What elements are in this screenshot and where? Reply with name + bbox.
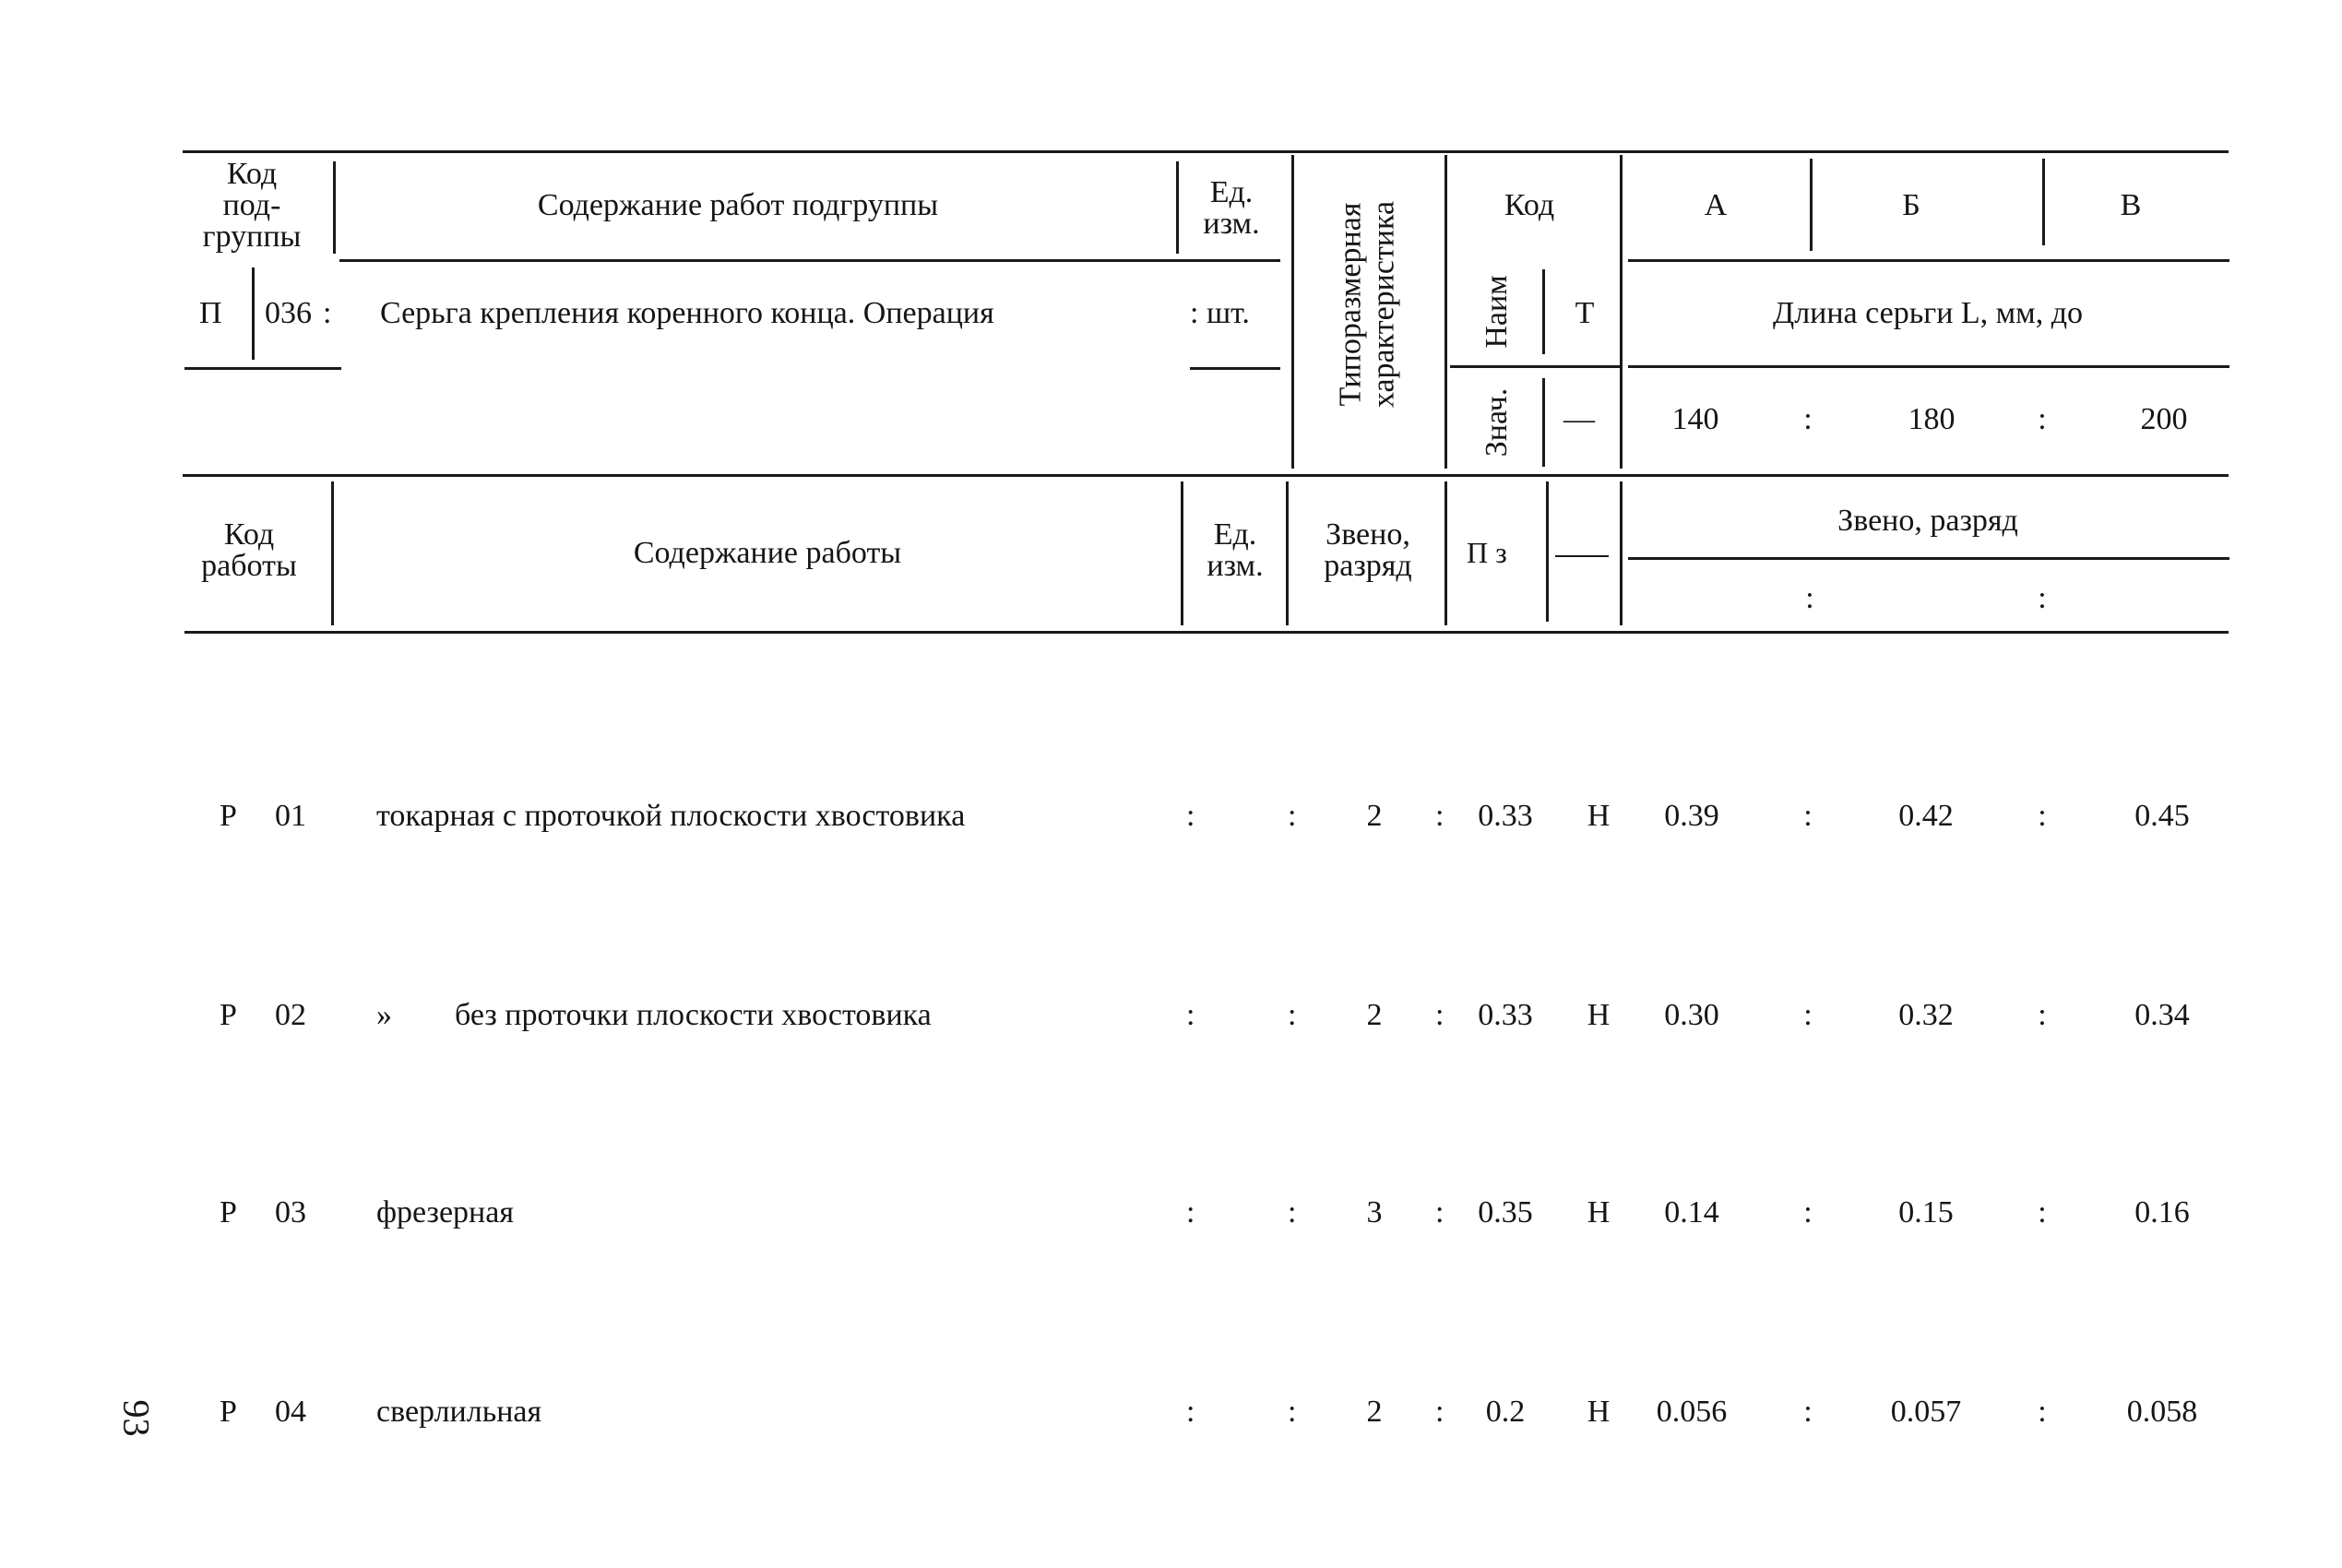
row-code: 01 [275, 799, 306, 833]
rule-bottom [184, 631, 2229, 634]
rule-kod-mid [1450, 365, 1622, 368]
row-pz: 0.33 [1478, 998, 1533, 1032]
row-value-a: 0.30 [1664, 998, 1719, 1032]
val-v: 200 [2140, 402, 2188, 436]
row-value-a: 0.056 [1656, 1395, 1728, 1429]
row-colon-bv: : [2038, 799, 2047, 833]
row-code: 04 [275, 1395, 306, 1429]
vrule-ed-izm [1176, 161, 1179, 254]
soderzhanie-raboty-label: Содержание работы [633, 536, 902, 570]
row-description: токарная с проточкой плоскости хвостовика [376, 799, 966, 833]
naim-label: Наим [1480, 275, 1514, 349]
zveno-razryad-label: Звено, разряд [1324, 517, 1412, 583]
row-colon-bv: : [2038, 998, 2047, 1032]
col-v-label: В [2120, 188, 2142, 222]
vrule-p-code [252, 267, 255, 360]
row-colon-bv: : [2038, 1195, 2047, 1229]
vrule-b-v [2042, 159, 2045, 245]
row-colon-ab: : [1803, 1395, 1813, 1429]
row-zveno: 2 [1366, 998, 1383, 1032]
t-letter: Т [1575, 296, 1595, 330]
ed-izm2-label: Ед. изм. [1207, 517, 1264, 583]
row-colon-ab: : [1803, 998, 1813, 1032]
row-description: фрезерная [376, 1195, 514, 1229]
row-description: » без проточки плоскости хвостовика [376, 998, 932, 1032]
row-colon-zveno: : [1288, 1395, 1297, 1429]
row-colon-unit: : [1186, 1395, 1195, 1429]
vrule-a-b [1810, 159, 1813, 251]
vrule-kod-podgr [333, 161, 336, 254]
row-prefix: Р [220, 1195, 237, 1229]
row-value-v: 0.45 [2134, 799, 2190, 833]
vrule-kod-right [1620, 155, 1623, 469]
vrule-zveno-right [1444, 481, 1447, 625]
tiporazmernaya-label: Типоразмерная характеристика [1333, 200, 1400, 409]
row-n: Н [1587, 799, 1611, 833]
row-colon-pz: : [1435, 998, 1444, 1032]
row-value-b: 0.15 [1898, 1195, 1954, 1229]
dlina-label: Длина серьги L, мм, до [1773, 296, 2083, 330]
p-letter: П [199, 296, 222, 330]
row-prefix: Р [220, 1395, 237, 1429]
row-colon-ab: : [1803, 1195, 1813, 1229]
row-n: Н [1587, 1395, 1611, 1429]
col-a-label: А [1704, 188, 1728, 222]
pz-label: П з [1467, 536, 1507, 569]
vrule-tipo-right [1444, 155, 1447, 469]
row-value-a: 0.14 [1664, 1195, 1719, 1229]
row-value-b: 0.32 [1898, 998, 1954, 1032]
row-colon-bv: : [2038, 1395, 2047, 1429]
row-colon-unit: : [1186, 1195, 1195, 1229]
row-zveno: 2 [1366, 1395, 1383, 1429]
kod-raboty-label: Код работы [201, 517, 297, 583]
val-b: 180 [1908, 402, 1956, 436]
vrule-tipo-left [1291, 155, 1294, 469]
zveno-razryad2-label: Звено, разряд [1837, 504, 2018, 538]
row-description: сверлильная [376, 1395, 542, 1429]
rule-header-sub-right [1628, 259, 2229, 262]
rule-p-under [184, 367, 341, 370]
row-value-v: 0.34 [2134, 998, 2190, 1032]
subgroup-code: 036 [265, 296, 312, 330]
kod-label: Код [1504, 188, 1555, 222]
zveno-colon-2: : [2038, 581, 2047, 615]
vrule-ed-izm2-left [1181, 481, 1183, 625]
subgroup-colon: : [323, 296, 332, 330]
zveno-colon-1: : [1805, 581, 1814, 615]
vrule-naim-t [1542, 269, 1545, 354]
ed-izm-label: Ед. изм. [1203, 175, 1260, 241]
znach-label: Знач. [1480, 387, 1514, 457]
subgroup-unit: : шт. [1190, 296, 1250, 330]
val-colon-2: : [2038, 402, 2047, 436]
vrule-dash2-right [1620, 481, 1623, 625]
val-colon-1: : [1803, 402, 1813, 436]
rule-unit-under [1190, 367, 1280, 370]
row-value-v: 0.058 [2126, 1395, 2198, 1429]
kod-podgruppy-label: Код под- группы [202, 157, 302, 254]
row-n: Н [1587, 998, 1611, 1032]
row-value-a: 0.39 [1664, 799, 1719, 833]
row-value-b: 0.42 [1898, 799, 1954, 833]
rule-header-sub-left [339, 259, 1280, 262]
row-colon-zveno: : [1288, 998, 1297, 1032]
row-code: 02 [275, 998, 306, 1032]
row-colon-unit: : [1186, 799, 1195, 833]
row-colon-pz: : [1435, 1195, 1444, 1229]
vrule-kod-raboty [331, 481, 334, 625]
row-pz: 0.2 [1485, 1395, 1526, 1429]
row-colon-ab: : [1803, 799, 1813, 833]
rule-dash2 [1555, 555, 1609, 557]
row-zveno: 2 [1366, 799, 1383, 833]
row-colon-zveno: : [1288, 1195, 1297, 1229]
vrule-pz-right [1546, 481, 1549, 622]
row-pz: 0.33 [1478, 799, 1533, 833]
row-prefix: Р [220, 998, 237, 1032]
row-value-b: 0.057 [1890, 1395, 1962, 1429]
row-value-v: 0.16 [2134, 1195, 2190, 1229]
row-colon-unit: : [1186, 998, 1195, 1032]
rule-mid [183, 474, 2229, 477]
row-code: 03 [275, 1195, 306, 1229]
znach-dash: — [1563, 402, 1595, 436]
col-b-label: Б [1902, 188, 1920, 222]
rule-dlina-under [1628, 365, 2229, 368]
row-colon-zveno: : [1288, 799, 1297, 833]
page-number: 93 [115, 1399, 158, 1437]
soderzhanie-podgruppy-label: Содержание работ подгруппы [537, 188, 939, 222]
row-colon-pz: : [1435, 1395, 1444, 1429]
row-n: Н [1587, 1195, 1611, 1229]
row-colon-pz: : [1435, 799, 1444, 833]
val-a: 140 [1671, 402, 1719, 436]
subgroup-title: Серьга крепления коренного конца. Операция [380, 296, 994, 330]
row-zveno: 3 [1366, 1195, 1383, 1229]
vrule-ed-izm2-right [1286, 481, 1289, 625]
vrule-znach-dash [1542, 378, 1545, 467]
row-prefix: Р [220, 799, 237, 833]
rule-top [183, 150, 2229, 153]
row-pz: 0.35 [1478, 1195, 1533, 1229]
rule-zveno-mid [1628, 557, 2229, 560]
